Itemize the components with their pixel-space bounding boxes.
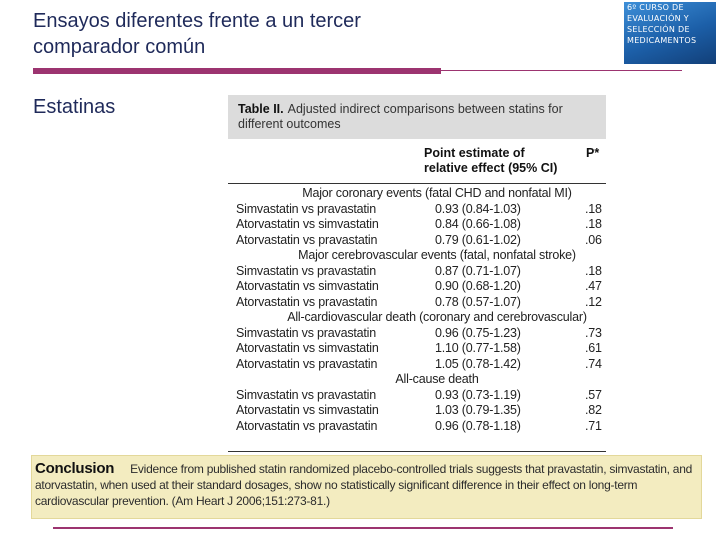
column-header-estimate-line-2: relative effect (95% CI) [424, 161, 558, 175]
comparison-cell: Simvastatin vs pravastatin [236, 325, 376, 340]
table-bottom-rule [228, 451, 606, 452]
conclusion-body: Evidence from published statin randomized placebo-controlled trials suggests that pravastatin, simvastatin, and atorvastatin, when used at their standard dosages, show no statistically significant difference in their effect on long-term cardiovascular prevention. (Am Heart J 2006;151:273-81.) [35, 462, 693, 508]
estimate-cell: 0.87 (0.71-1.07) [435, 263, 521, 278]
p-value-cell: .73 [585, 325, 602, 340]
comparison-cell: Atorvastatin vs simvastatin [236, 217, 379, 231]
conclusion-text-block [35, 461, 697, 509]
estimate-cell: 0.93 (0.73-1.19) [435, 387, 521, 402]
slide-title [33, 8, 593, 60]
column-header-estimate [424, 146, 574, 176]
course-logo [624, 2, 716, 64]
p-value-cell: .18 [585, 201, 602, 216]
table-header [228, 139, 606, 184]
table-row [228, 403, 606, 419]
table-row [228, 326, 606, 342]
p-value-cell: .74 [585, 356, 602, 371]
comparison-cell: Atorvastatin vs pravastatin [236, 418, 378, 433]
p-value-cell: .82 [585, 403, 602, 417]
comparison-cell: Simvastatin vs pravastatin [236, 387, 376, 402]
table-group-heading: Major cerebrovascular events (fatal, nonfatal stroke) [298, 248, 576, 262]
table-row [228, 217, 606, 233]
comparison-cell: Simvastatin vs pravastatin [236, 263, 376, 278]
table-caption-text: Adjusted indirect comparisons between statins for different outcomes [238, 102, 563, 131]
p-value-cell: .57 [585, 387, 602, 402]
comparison-cell: Simvastatin vs pravastatin [236, 201, 376, 216]
table-body [228, 184, 606, 434]
table-group-heading: All-cause death [395, 372, 479, 386]
table-row [228, 295, 606, 311]
comparison-cell: Atorvastatin vs simvastatin [236, 403, 379, 417]
conclusion-box [31, 455, 702, 519]
column-header-p: P* [586, 146, 600, 160]
estimate-cell: 1.05 (0.78-1.42) [435, 356, 521, 371]
table-row [228, 419, 606, 435]
table-group-heading: All-cardiovascular death (coronary and cerebrovascular) [287, 310, 587, 324]
table-label: Table II. [238, 102, 284, 116]
p-value-cell: .47 [585, 279, 602, 293]
p-value-cell: .61 [585, 341, 602, 355]
estimate-cell: 1.10 (0.77-1.58) [435, 341, 521, 355]
table-row [228, 341, 606, 357]
estimate-cell: 0.78 (0.57-1.07) [435, 294, 521, 309]
estimate-cell: 0.96 (0.78-1.18) [435, 418, 521, 433]
results-table [228, 95, 606, 452]
estimate-cell: 0.79 (0.61-1.02) [435, 232, 521, 247]
footer-rule [53, 527, 673, 529]
column-header-estimate-line-1: Point estimate of [424, 146, 525, 160]
p-value-cell: .18 [585, 263, 602, 278]
slide-title-line-1: Ensayos diferentes frente a un tercer [33, 10, 361, 32]
comparison-cell: Atorvastatin vs simvastatin [236, 341, 379, 355]
title-underline-thin [441, 70, 682, 71]
table-row [228, 279, 606, 295]
comparison-cell: Atorvastatin vs simvastatin [236, 279, 379, 293]
comparison-cell: Atorvastatin vs pravastatin [236, 232, 378, 247]
table-group-heading: Major coronary events (fatal CHD and nonfatal MI) [302, 186, 572, 200]
estimate-cell: 0.93 (0.84-1.03) [435, 201, 521, 216]
title-underline [33, 68, 441, 74]
estimate-cell: 0.96 (0.75-1.23) [435, 325, 521, 340]
p-value-cell: .06 [585, 232, 602, 247]
table-row [228, 202, 606, 218]
estimate-cell: 1.03 (0.79-1.35) [435, 403, 521, 417]
p-value-cell: .12 [585, 294, 602, 309]
conclusion-heading: Conclusion [35, 460, 115, 477]
table-row [228, 233, 606, 249]
section-label: Estatinas [33, 96, 116, 118]
table-caption [228, 95, 606, 139]
logo-line: 6º CURSO DE [627, 3, 684, 12]
p-value-cell: .18 [585, 217, 602, 231]
estimate-cell: 0.90 (0.68-1.20) [435, 279, 521, 293]
logo-line: MEDICAMENTOS [627, 36, 697, 45]
logo-line: SELECCIÓN DE [627, 25, 690, 34]
table-row [228, 357, 606, 373]
comparison-cell: Atorvastatin vs pravastatin [236, 294, 378, 309]
estimate-cell: 0.84 (0.66-1.08) [435, 217, 521, 231]
slide-title-line-2: comparador común [33, 36, 206, 58]
p-value-cell: .71 [585, 418, 602, 433]
logo-line: EVALUACIÓN Y [627, 14, 689, 23]
comparison-cell: Atorvastatin vs pravastatin [236, 356, 378, 371]
table-row [228, 264, 606, 280]
table-row [228, 388, 606, 404]
